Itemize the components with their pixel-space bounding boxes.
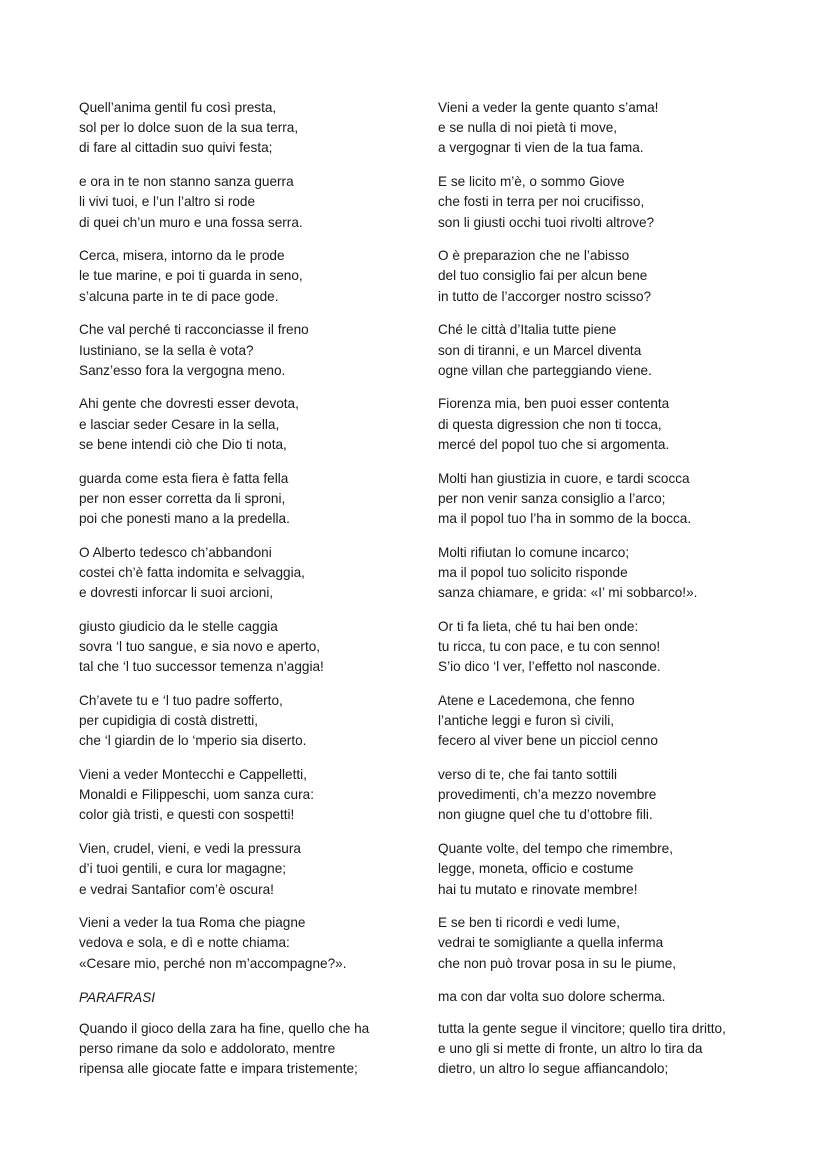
stanza: [438, 691, 778, 752]
stanza: [79, 98, 419, 159]
stanza: [79, 543, 419, 604]
stanza: [438, 765, 778, 826]
verse-line: color già tristi, e questi con sospetti!: [79, 807, 295, 823]
stanza: [438, 394, 778, 455]
stanza: [438, 543, 778, 604]
verse-line: vedova e sola, e dì e notte chiama:: [79, 935, 290, 951]
stanza: [438, 987, 778, 1007]
verse-line: tal che ‘l tuo successor temenza n’aggia!: [79, 659, 324, 675]
verse-line: sol per lo dolce suon de la sua terra,: [79, 120, 299, 136]
stanza: [79, 320, 419, 381]
verse-line: per non esser corretta da li sproni,: [79, 490, 286, 506]
verse-line: ma con dar volta suo dolore scherma.: [438, 989, 666, 1005]
verse-line: legge, moneta, officio e costume: [438, 861, 634, 877]
paraphrase-line: tutta la gente segue il vincitore; quello tira dritto,: [438, 1021, 726, 1036]
verse-line: «Cesare mio, perché non m’accompagne?».: [79, 955, 347, 971]
paraphrase-line: perso rimane da solo e addolorato, mentre: [79, 1041, 336, 1057]
verse-line: Quell’anima gentil fu così presta,: [79, 100, 277, 115]
verse-line: son li giusti occhi tuoi rivolti altrove?: [438, 214, 655, 230]
verse-line: Ché le città d’Italia tutte piene: [438, 322, 617, 338]
stanza: [79, 246, 419, 307]
verse-line: costei ch’è fatta indomita e selvaggia,: [79, 564, 305, 580]
verse-line: che ‘l giardin de lo ‘mperio sia diserto.: [79, 733, 307, 749]
verse-line: mercé del popol tuo che si argomenta.: [438, 436, 670, 452]
verse-line: li vivi tuoi, e l’un l’altro si rode: [79, 194, 256, 210]
verse-line: del tuo consiglio fai per alcun bene: [438, 268, 648, 284]
stanza: [79, 913, 419, 974]
stanza: [438, 320, 778, 381]
verse-line: Ch’avete tu e ‘l tuo padre sofferto,: [79, 692, 283, 708]
verse-line: di fare al cittadin suo quivi festa;: [79, 140, 273, 156]
verse-line: e lasciar seder Cesare in la sella,: [79, 416, 280, 432]
paraphrase-column-left: [79, 1019, 419, 1080]
verse-line: Iustiniano, se la sella è vota?: [79, 342, 254, 358]
stanza: [438, 839, 778, 900]
paraphrase-line: ripensa alle giocate fatte e impara tristemente;: [79, 1061, 358, 1077]
verse-line: che non può trovar posa in su le piume,: [438, 955, 677, 971]
verse-line: di quei ch’un muro e una fossa serra.: [79, 214, 303, 230]
stanza: [79, 691, 419, 752]
verse-line: per non venir sanza consiglio a l’arco;: [438, 490, 666, 506]
stanza: [79, 617, 419, 678]
verse-line: Molti rifiutan lo comune incarco;: [438, 544, 630, 560]
verse-line: e ora in te non stanno sanza guerra: [79, 174, 294, 190]
paraphrase-column-right: [438, 1019, 778, 1080]
verse-line: e dovresti inforcar li suoi arcioni,: [79, 585, 274, 601]
stanza: [438, 172, 778, 233]
verse-line: son di tiranni, e un Marcel diventa: [438, 342, 642, 358]
verse-line: poi che ponesti mano a la predella.: [79, 510, 290, 526]
verse-line: Cerca, misera, intorno da le prode: [79, 248, 285, 264]
poem-column-right: [438, 98, 778, 1021]
verse-line: hai tu mutato e rinovate membre!: [438, 881, 638, 897]
verse-line: e vedrai Santafior com’è oscura!: [79, 881, 274, 897]
verse-line: Vieni a veder Montecchi e Cappelletti,: [79, 766, 307, 782]
verse-line: giusto giudicio da le stelle caggia: [79, 618, 278, 634]
verse-line: vedrai te somigliante a quella inferma: [438, 935, 664, 951]
paraphrase-line: Quando il gioco della zara ha fine, quello che ha: [79, 1021, 370, 1036]
verse-line: se bene intendi ciò che Dio ti nota,: [79, 436, 287, 452]
verse-line: di questa digression che non ti tocca,: [438, 416, 662, 432]
paraphrase-line: dietro, un altro lo segue affiancandolo;: [438, 1061, 669, 1077]
stanza: [79, 172, 419, 233]
verse-line: ogne villan che parteggiando viene.: [438, 362, 652, 378]
verse-line: Monaldi e Filippeschi, uom sanza cura:: [79, 787, 314, 803]
verse-line: Or ti fa lieta, ché tu hai ben onde:: [438, 618, 639, 634]
verse-line: S’io dico ‘l ver, l’effetto nol nasconde.: [438, 659, 661, 675]
verse-line: Vieni a veder la tua Roma che piagne: [79, 915, 306, 931]
verse-line: O è preparazion che ne l’abisso: [438, 248, 630, 264]
verse-line: Atene e Lacedemona, che fenno: [438, 692, 635, 708]
verse-line: guarda come esta fiera è fatta fella: [79, 470, 289, 486]
verse-line: che fosti in terra per noi crucifisso,: [438, 194, 645, 210]
stanza: [438, 469, 778, 530]
stanza: [438, 98, 778, 159]
stanza: [438, 246, 778, 307]
verse-line: in tutto de l’accorger nostro scisso?: [438, 288, 652, 304]
verse-line: tu ricca, tu con pace, e tu con senno!: [438, 638, 661, 654]
stanza: [79, 469, 419, 530]
verse-line: a vergognar ti vien de la tua fama.: [438, 140, 644, 156]
verse-line: E se licito m’è, o sommo Giove: [438, 174, 625, 190]
stanza: [79, 394, 419, 455]
verse-line: s’alcuna parte in te di pace gode.: [79, 288, 279, 304]
verse-line: Vieni a veder la gente quanto s’ama!: [438, 100, 659, 115]
verse-line: Vien, crudel, vieni, e vedi la pressura: [79, 841, 301, 857]
verse-line: ma il popol tuo solicito risponde: [438, 564, 628, 580]
verse-line: Sanz’esso fora la vergogna meno.: [79, 362, 286, 378]
verse-line: provedimenti, ch’a mezzo novembre: [438, 787, 657, 803]
verse-line: Che val perché ti racconciasse il freno: [79, 322, 309, 338]
verse-line: Ahi gente che dovresti esser devota,: [79, 396, 299, 412]
verse-line: sovra ‘l tuo sangue, e sia novo e aperto,: [79, 638, 321, 654]
poem-column-left: [79, 98, 419, 987]
verse-line: e se nulla di noi pietà ti move,: [438, 120, 618, 136]
verse-line: E se ben ti ricordi e vedi lume,: [438, 915, 621, 931]
verse-line: O Alberto tedesco ch’abbandoni: [79, 544, 272, 560]
stanza: [79, 765, 419, 826]
verse-line: verso di te, che fai tanto sottili: [438, 766, 618, 782]
verse-line: sanza chiamare, e grida: «I’ mi sobbarco!».: [438, 585, 698, 601]
verse-line: Quante volte, del tempo che rimembre,: [438, 841, 673, 857]
verse-line: per cupidigia di costà distretti,: [79, 713, 259, 729]
verse-line: le tue marine, e poi ti guarda in seno,: [79, 268, 303, 284]
verse-line: Molti han giustizia in cuore, e tardi scocca: [438, 470, 690, 486]
stanza: [438, 617, 778, 678]
stanza: [438, 913, 778, 974]
verse-line: d’i tuoi gentili, e cura lor magagne;: [79, 861, 287, 877]
section-heading-parafrasi: PARAFRASI: [79, 990, 156, 1005]
verse-line: fecero al viver bene un picciol cenno: [438, 733, 658, 749]
verse-line: ma il popol tuo l’ha in sommo de la bocca.: [438, 510, 692, 526]
verse-line: non giugne quel che tu d’ottobre fili.: [438, 807, 653, 823]
paraphrase-line: e uno gli si mette di fronte, un altro lo tira da: [438, 1041, 703, 1057]
verse-line: l’antiche leggi e furon sì civili,: [438, 713, 615, 729]
stanza: [79, 839, 419, 900]
verse-line: Fiorenza mia, ben puoi esser contenta: [438, 396, 670, 412]
